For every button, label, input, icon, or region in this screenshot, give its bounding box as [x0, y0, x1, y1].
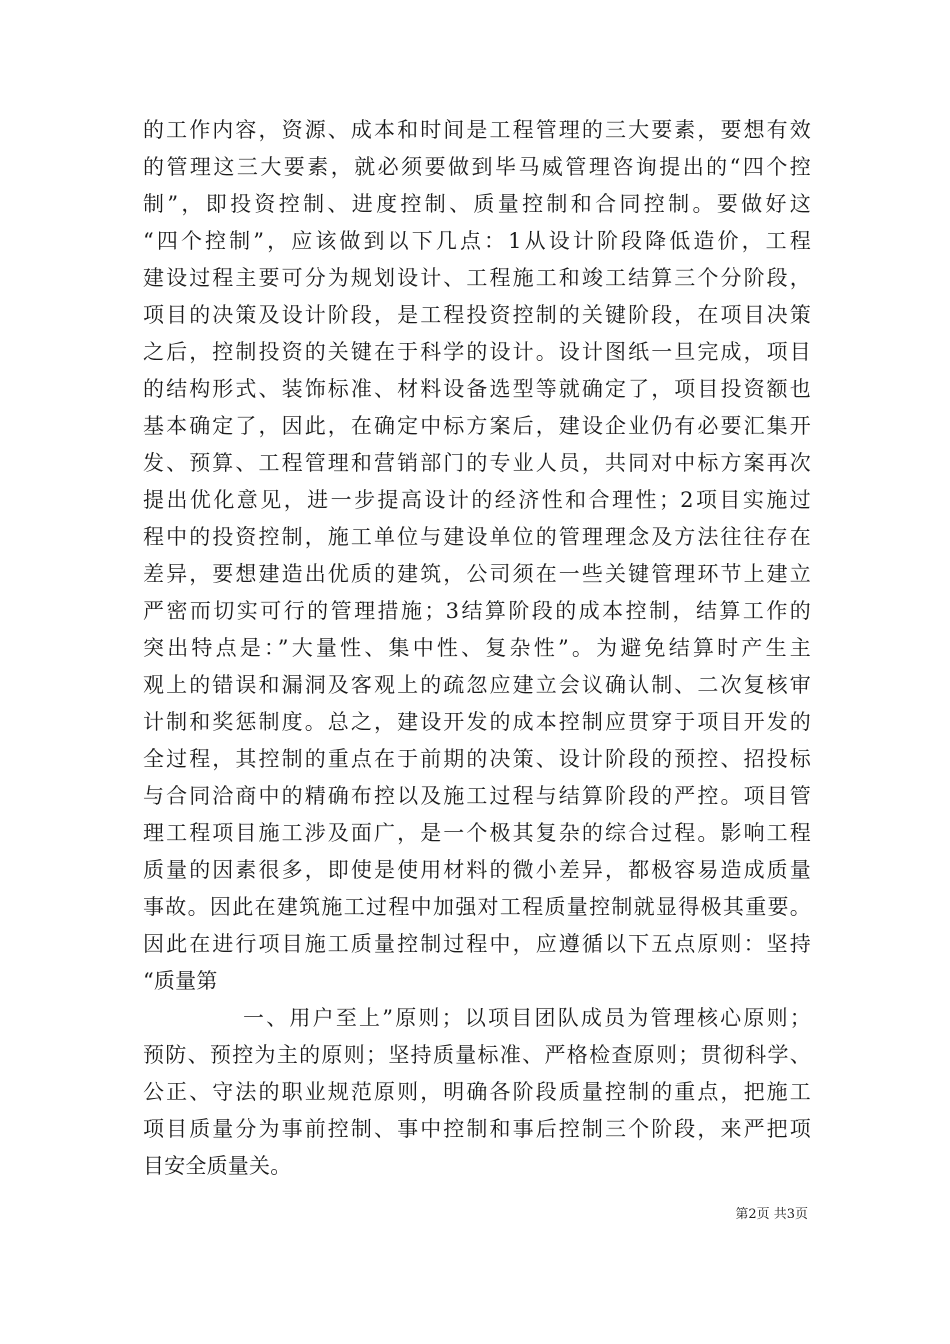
text-line: 制”，即投资控制、进度控制、质量控制和合同控制。要做好这: [143, 192, 811, 216]
text-line: 程中的投资控制，施工单位与建设单位的管理理念及方法往往存在: [143, 525, 811, 549]
text-line: 全过程，其控制的重点在于前期的决策、设计阶段的预控、招投标: [143, 747, 811, 771]
text-line: 基本确定了，因此，在确定中标方案后，建设企业仍有必要汇集开: [143, 414, 811, 438]
text-line: 提出优化意见，进一步提高设计的经济性和合理性；2项目实施过: [143, 488, 811, 512]
text-line: 项目质量分为事前控制、事中控制和事后控制三个阶段，来严把项: [143, 1117, 811, 1141]
text-line: “四个控制”，应该做到以下几点：1从设计阶段降低造价，工程: [143, 229, 811, 253]
text-line: 之后，控制投资的关键在于科学的设计。设计图纸一旦完成，项目: [143, 340, 811, 364]
text-line: 公正、守法的职业规范原则，明确各阶段质量控制的重点，把施工: [143, 1080, 811, 1104]
paragraph-first-line: 一、用户至上”原则；以项目团队成员为管理核心原则；: [243, 1006, 811, 1030]
page-number: 第2页 共3页: [735, 1207, 808, 1222]
text-line: 项目的决策及设计阶段，是工程投资控制的关键阶段，在项目决策: [143, 303, 811, 327]
text-line: 的工作内容，资源、成本和时间是工程管理的三大要素，要想有效: [143, 118, 811, 142]
text-line: 的结构形式、装饰标准、材料设备选型等就确定了，项目投资额也: [143, 377, 811, 401]
text-line: 的管理这三大要素，就必须要做到毕马威管理咨询提出的“四个控: [143, 155, 811, 179]
text-line: 与合同洽商中的精确布控以及施工过程与结算阶段的严控。项目管: [143, 784, 811, 808]
text-line: 事故。因此在建筑施工过程中加强对工程质量控制就显得极其重要。: [143, 895, 811, 919]
text-line: 观上的错误和漏洞及客观上的疏忽应建立会议确认制、二次复核审: [143, 673, 811, 697]
text-line: 差异，要想建造出优质的建筑，公司须在一些关键管理环节上建立: [143, 562, 811, 586]
text-line: 严密而切实可行的管理措施；3结算阶段的成本控制，结算工作的: [143, 599, 811, 623]
text-line: 发、预算、工程管理和营销部门的专业人员，共同对中标方案再次: [143, 451, 811, 475]
text-line: 质量的因素很多，即使是使用材料的微小差异，都极容易造成质量: [143, 858, 811, 882]
text-line: 建设过程主要可分为规划设计、工程施工和竣工结算三个分阶段，: [143, 266, 811, 290]
text-line: 因此在进行项目施工质量控制过程中，应遵循以下五点原则：坚持: [143, 932, 811, 956]
text-line: 预防、预控为主的原则；坚持质量标准、严格检查原则；贯彻科学、: [143, 1043, 811, 1067]
text-line: 目安全质量关。: [143, 1154, 292, 1178]
text-line: 突出特点是：”大量性、集中性、复杂性”。为避免结算时产生主: [143, 636, 811, 660]
text-line: 计制和奖惩制度。总之，建设开发的成本控制应贯穿于项目开发的: [143, 710, 811, 734]
text-line: 理工程项目施工涉及面广，是一个极其复杂的综合过程。影响工程: [143, 821, 811, 845]
text-line: “质量第: [143, 969, 218, 993]
